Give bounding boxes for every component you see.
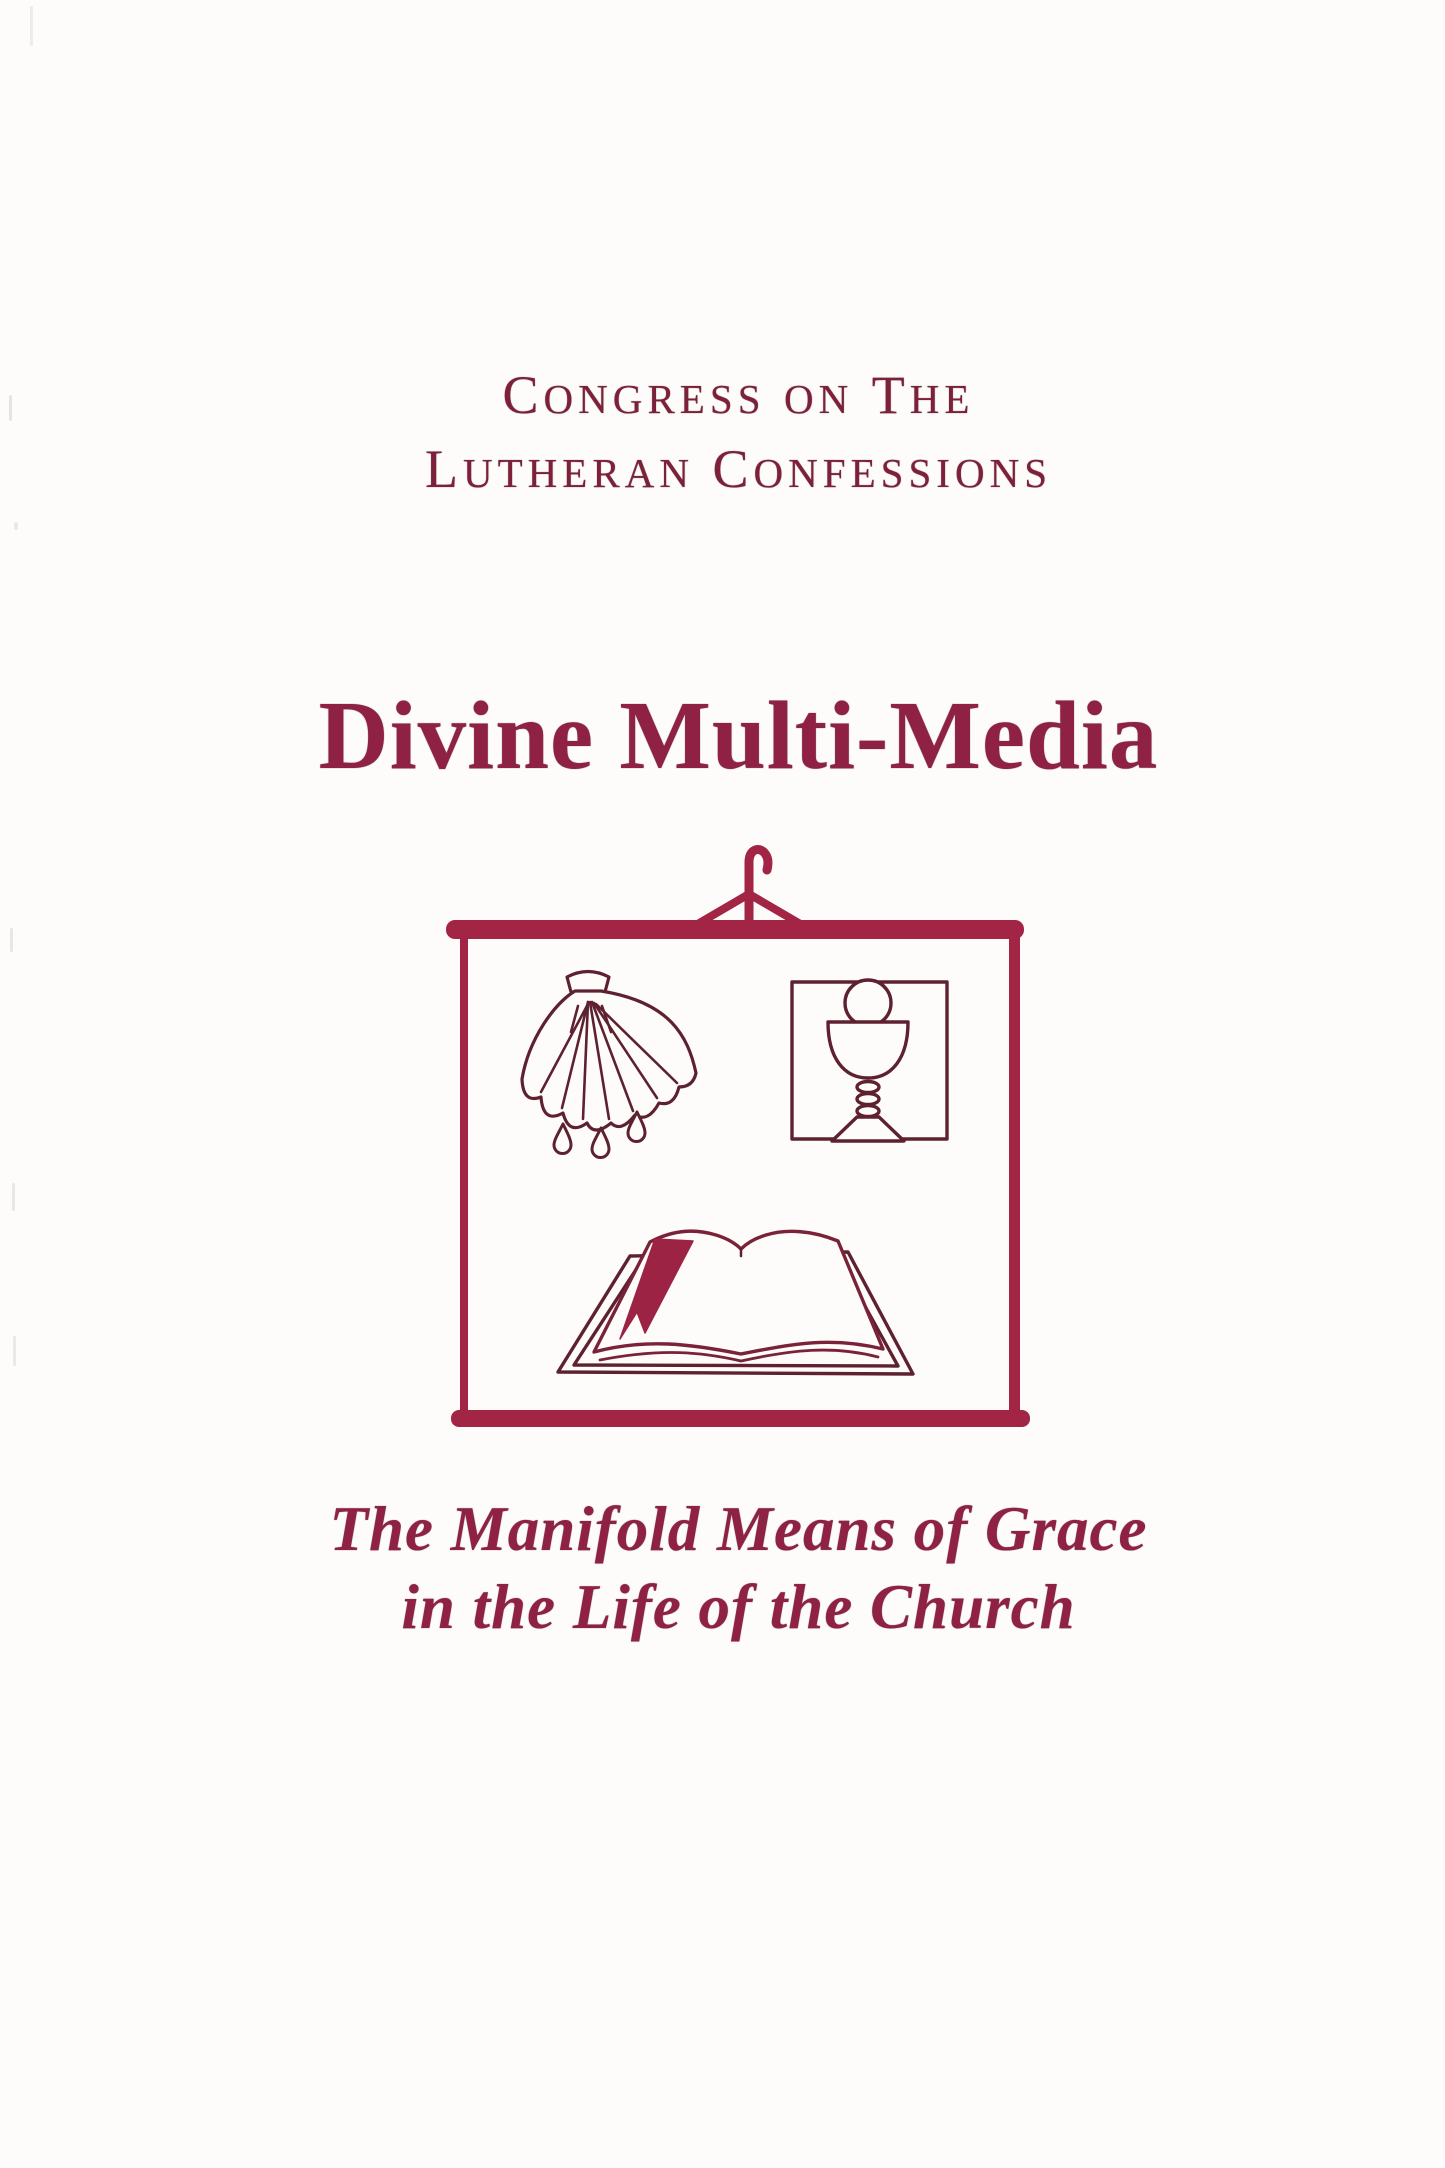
page-title: Divine Multi-Media [318, 682, 1159, 789]
communion-chalice-icon [792, 980, 947, 1141]
scan-artifact [9, 395, 12, 421]
subtitle-line2: in the Life of the Church [401, 1572, 1076, 1642]
hanger-hook-icon [696, 850, 802, 925]
subtitle-line1: The Manifold Means of Grace [329, 1494, 1148, 1564]
congress-name-line1: CONGRESS ON THE [502, 365, 975, 425]
scripture-book-icon [558, 1231, 913, 1374]
scan-artifact [12, 1183, 15, 1211]
scan-artifact [10, 928, 13, 952]
hanging-banner-illustration [430, 836, 1042, 1448]
congress-name [16, 360, 1445, 508]
scan-artifact [30, 6, 33, 46]
scan-artifact [13, 1336, 16, 1366]
baptism-shell-icon [522, 972, 696, 1158]
scan-artifact [14, 522, 18, 530]
congress-name-line2: LUTHERAN CONFESSIONS [424, 439, 1053, 499]
subtitle [16, 1490, 1445, 1646]
